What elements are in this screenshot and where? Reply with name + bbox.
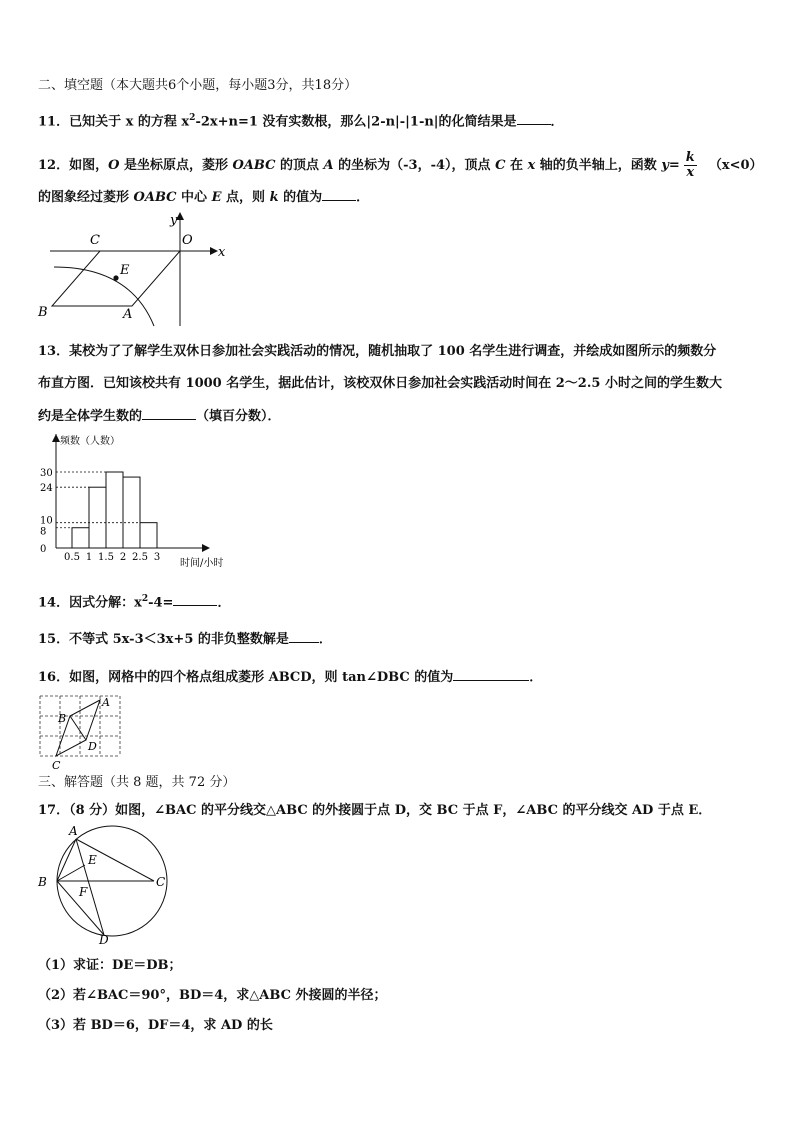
y-tick-label-30: 30 (40, 468, 53, 479)
x-tick-label-2: 2 (119, 552, 127, 563)
answer-blank (517, 112, 551, 125)
label-d: D (88, 740, 97, 753)
question-15: 15．不等式 5x-3＜3x+5 的非负整数解是 ． (38, 632, 332, 647)
x-axis-label: 时间/小时 (180, 558, 224, 569)
histogram (30, 430, 250, 572)
label-y: y (170, 213, 178, 228)
section-3-title: 三、解答题（共 8 题，共 72 分） (38, 775, 236, 790)
histogram-bar-2-2.5 (123, 477, 140, 548)
question-13-line-3: 约是全体学生数的 （填百分数）． (38, 409, 281, 424)
histogram-bar-1-1.5 (89, 487, 106, 548)
x-tick-label-3: 3 (153, 552, 161, 563)
y-tick-label-8: 8 (40, 526, 47, 538)
histogram-bar-1.5-2 (106, 472, 123, 548)
label-c: C (52, 759, 61, 772)
y-tick-label-24: 24 (40, 483, 53, 495)
label-a: A (123, 307, 133, 322)
x-tick-label-1.5: 1.5 (98, 552, 114, 563)
label-b: B (58, 712, 67, 725)
point-e (113, 275, 118, 280)
label-a: A (102, 696, 110, 709)
label-c: C (156, 875, 166, 889)
label-b: B (38, 305, 48, 320)
label-d: D (99, 933, 109, 946)
histogram-bar-2.5-3 (140, 523, 157, 548)
x-axis-arrow (202, 544, 210, 552)
y-tick-label-10: 10 (40, 515, 53, 527)
y-axis-label: 频数（人数） (60, 436, 120, 447)
question-12: 12．如图，O 是坐标原点，菱形 OABC 的顶点 A 的坐标为（-3，-4），顶点 C 在 x 轴的负半轴上，函数 y= $\frac{k}{x}$ （x<0） (38, 150, 763, 180)
y-tick-label-0: 0 (40, 544, 47, 555)
label-o: O (182, 233, 193, 248)
x-tick-label-1: 1 (85, 552, 93, 563)
rhombus-figure (30, 212, 240, 330)
k-over-x-fraction: $\frac{k}{x}$ (685, 150, 695, 180)
y-axis-arrow (52, 434, 60, 442)
label-e: E (120, 263, 130, 278)
answer-blank (289, 630, 319, 643)
answer-blank (142, 407, 196, 420)
question-17-part-1: （1）求证：DE＝DB； (38, 958, 182, 973)
label-c: C (90, 233, 100, 248)
line-be (57, 865, 85, 881)
x-axis-arrow (210, 247, 218, 255)
label-x: x (218, 245, 226, 260)
question-17-part-2: （2）若∠BAC＝90°，BD＝4，求△ABC 外接圆的半径； (38, 988, 387, 1003)
circle-figure (30, 824, 180, 946)
label-e: E (88, 853, 97, 867)
label-f: F (79, 885, 88, 899)
side-ab (57, 839, 76, 881)
question-16: 16．如图，网格中的四个格点组成菱形 ABCD，则 tan∠DBC 的值为 ． (38, 670, 543, 685)
answer-blank (453, 668, 529, 681)
question-13-line-2: 布直方图．已知该校共有 1000 名学生，据此估计，该校双休日参加社会实践活动时间在 2～2.5 小时之间的学生数大 (38, 376, 722, 391)
grid-rhombus-figure (36, 692, 128, 772)
question-17-part-3: （3）若 BD＝6，DF＝4，求 AD 的长 (38, 1018, 273, 1033)
section-2-title: 二、填空题（本大题共6个小题，每小题3分，共18分） (38, 78, 358, 93)
hyperbola-curve (54, 267, 154, 326)
label-a: A (69, 824, 78, 838)
question-14: 14．因式分解：$x^2-4=$ ． (38, 594, 231, 611)
question-13: 13．某校为了了解学生双休日参加社会实践活动的情况，随机抽取了 100 名学生进行调查，并绘成如图所示的频数分 (38, 344, 717, 359)
diagonal-bd (70, 716, 86, 740)
label-b: B (38, 875, 47, 889)
x-tick-label-2.5: 2.5 (132, 552, 148, 563)
question-12-line-2: 的图象经过菱形 OABC 中心 E 点，则 k 的值为 ． (38, 190, 370, 205)
question-17: 17．（8 分）如图，∠BAC 的平分线交△ABC 的外接圆于点 D，交 BC 于点 F，∠ABC 的平分线交 AD 于点 E． (38, 803, 712, 818)
answer-blank (173, 593, 217, 606)
question-11: 11．已知关于 x 的方程 $x^2-2x+n=1$ 没有实数根，那么|2-n|-|1-n|的化简结果是 ． (38, 113, 564, 130)
answer-blank (322, 188, 356, 201)
x-tick-label-0.5: 0.5 (64, 552, 80, 563)
histogram-bar-0.5-1 (72, 528, 89, 548)
